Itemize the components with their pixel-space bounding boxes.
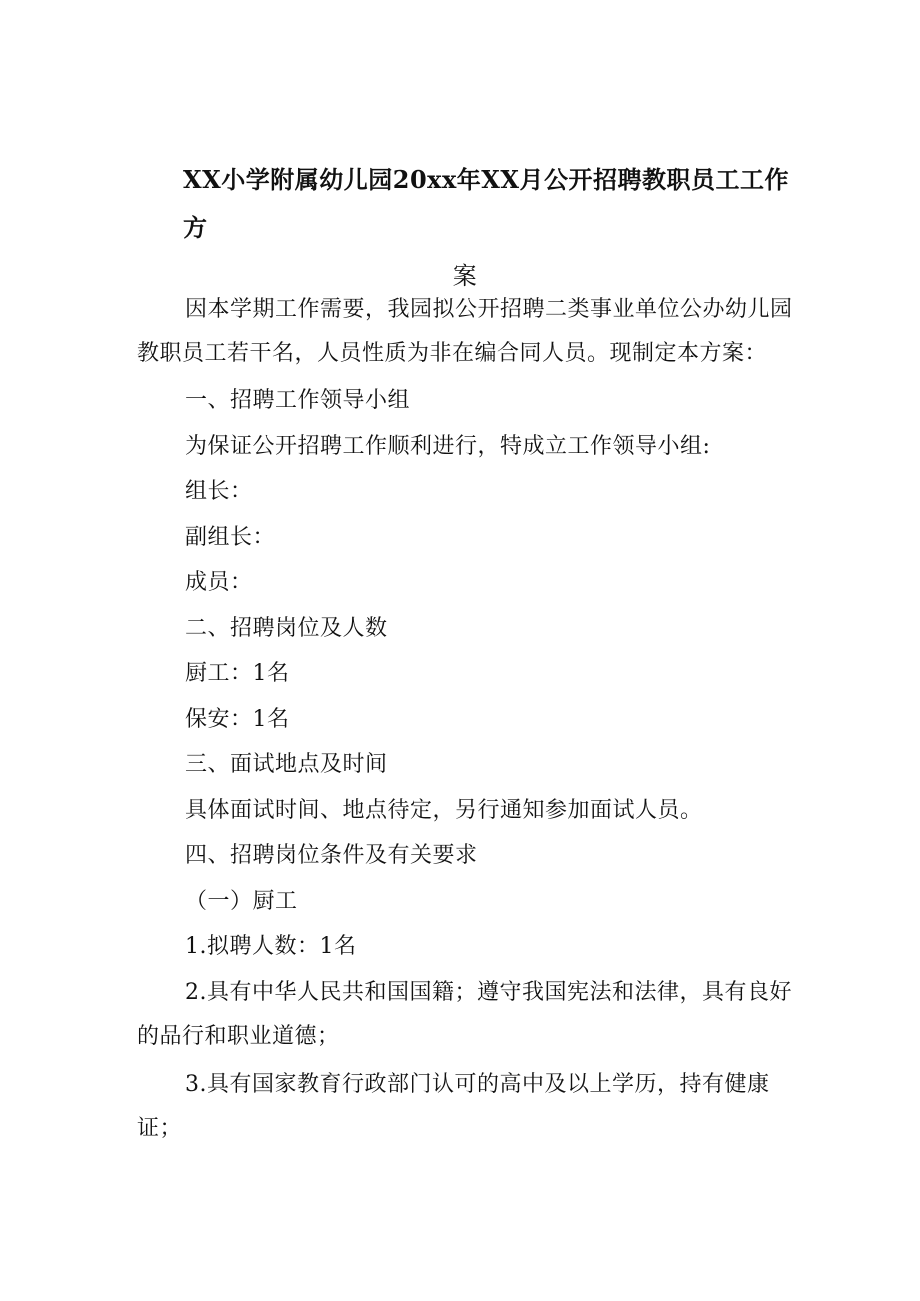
title-line-2: 案 bbox=[452, 262, 478, 290]
paragraph-members: 成员： bbox=[185, 570, 253, 595]
paragraph-leader: 组长： bbox=[185, 479, 253, 504]
title-line-1: XX小学附属幼儿园20xx年XX月公开招聘教职员工工作方 bbox=[183, 165, 789, 242]
section-heading-1: 一、招聘工作领导小组 bbox=[185, 388, 411, 413]
list-item-2: 2.具有中华人民共和国国籍；遵守我国宪法和法律，具有良好的品行和职业道德； bbox=[137, 979, 792, 1049]
list-item-3: 3.具有国家教育行政部门认可的高中及以上学历，持有健康证； bbox=[137, 1071, 770, 1141]
section-heading-2: 二、招聘岗位及人数 bbox=[185, 615, 388, 641]
document-title bbox=[135, 156, 795, 300]
section-heading-4: 四、招聘岗位条件及有关要求 bbox=[185, 843, 478, 868]
paragraph-guard-count: 保安：1名 bbox=[185, 706, 290, 732]
paragraph-interview-info: 具体面试时间、地点待定，另行通知参加面试人员。 bbox=[185, 797, 703, 823]
list-item-1: 1.拟聘人数：1名 bbox=[185, 934, 357, 959]
paragraph-leader-group: 为保证公开招聘工作顺利进行，特成立工作领导小组: bbox=[185, 433, 711, 459]
paragraph-cook-count: 厨工：1名 bbox=[185, 661, 290, 686]
intro-paragraph: 因本学期工作需要，我园拟公开招聘二类事业单位公办幼儿园教职员工若干名，人员性质为非在编合同人员。现制定本方案： bbox=[137, 297, 793, 366]
document-body bbox=[137, 288, 797, 1151]
paragraph-deputy-leader: 副组长： bbox=[185, 524, 276, 550]
subsection-heading-cook: （一）厨工 bbox=[185, 888, 298, 914]
section-heading-3: 三、面试地点及时间 bbox=[185, 752, 388, 777]
